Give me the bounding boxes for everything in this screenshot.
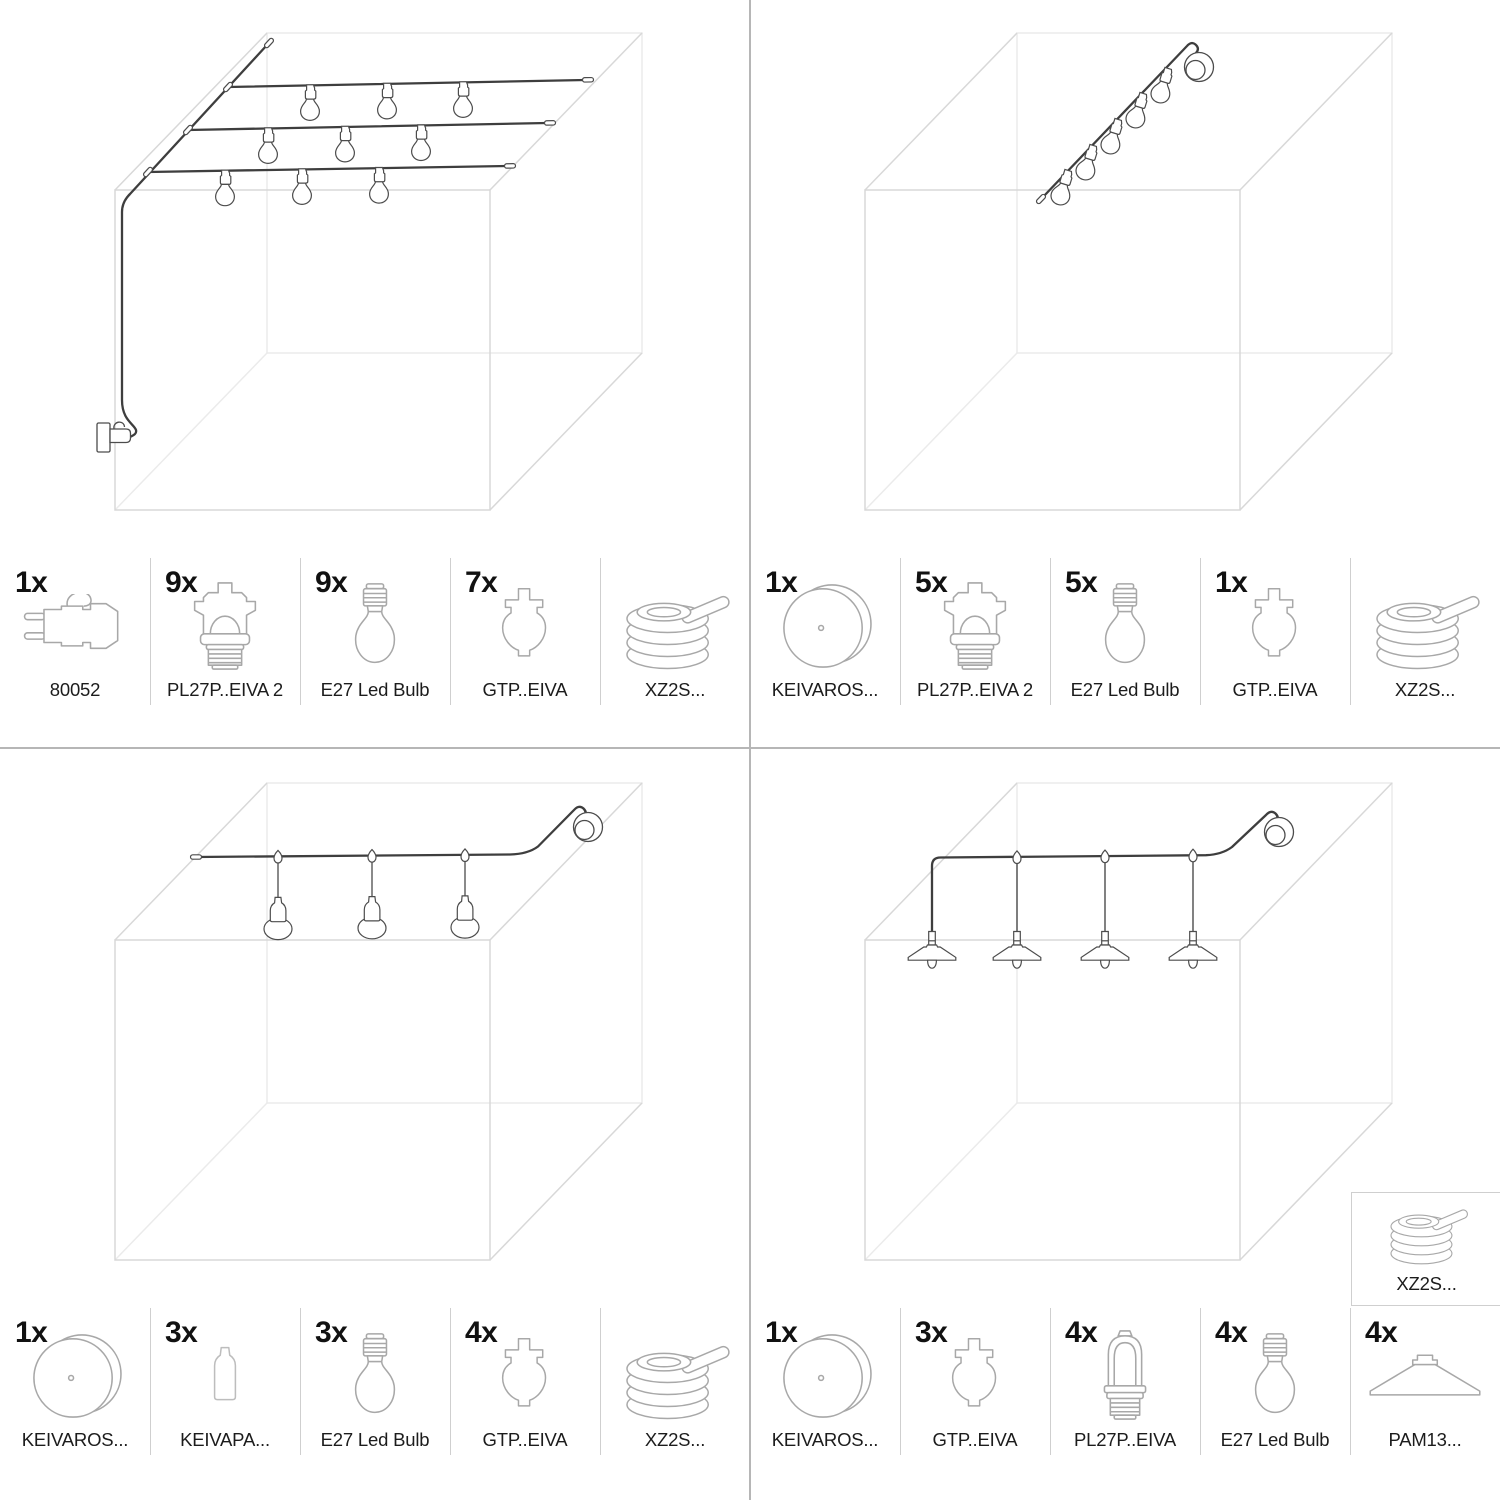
string-bulbs (216, 82, 473, 206)
bottle-socket-icon (150, 1330, 300, 1422)
lamp-holder-icon (150, 580, 300, 672)
part-quantity: 1x (15, 1316, 48, 1349)
part-cell-ceiling-rose (0, 1308, 150, 1498)
bulb-icon (1200, 1330, 1350, 1422)
parts-list-q2 (750, 558, 1500, 748)
part-cell-lamp-holder (150, 558, 300, 748)
ceiling-rose-drawing (1185, 53, 1214, 82)
part-quantity: 3x (165, 1316, 198, 1349)
power-plug-icon (97, 422, 131, 452)
part-cell-ceiling-rose (750, 558, 900, 748)
bulb-icon (300, 580, 450, 672)
extra-part-cell-cable-coil (1351, 1192, 1500, 1306)
ceiling-rose-drawing (1265, 818, 1294, 847)
part-quantity: 3x (915, 1316, 948, 1349)
diagram-diagonal-string (750, 0, 1500, 558)
part-quantity: 3x (315, 1316, 348, 1349)
part-cell-cable-coil (600, 1308, 750, 1498)
part-code-label: GTP..EIVA (482, 679, 568, 700)
shade-pendants (908, 932, 1217, 969)
lamp-holder-icon (900, 580, 1050, 672)
part-cell-bottle-socket (150, 1308, 300, 1498)
part-code-label: E27 Led Bulb (320, 679, 430, 700)
string-bulbs (1049, 66, 1177, 208)
kit-panel-q3 (0, 750, 750, 1500)
lamp-holder-tall-icon (1050, 1330, 1200, 1422)
part-quantity: 1x (1215, 566, 1248, 599)
kit-panel-q1 (0, 0, 750, 750)
part-quantity: 4x (1215, 1316, 1248, 1349)
kit-panel-q2 (750, 0, 1500, 750)
part-cell-cable-coil (600, 558, 750, 748)
part-cell-grommet (900, 1308, 1050, 1498)
parts-list-q1 (0, 558, 750, 748)
cable-coil-icon (600, 1330, 750, 1422)
bulb-icon (300, 1330, 450, 1422)
part-code-label: PL27P..EIVA 2 (166, 679, 284, 700)
room-cube-icon (115, 33, 642, 510)
part-cell-lamp-holder-tall (1050, 1308, 1200, 1498)
part-cell-ceiling-rose (750, 1308, 900, 1498)
part-cell-plug (0, 558, 150, 748)
part-cell-grommet (1200, 558, 1350, 748)
part-cell-lamp-holder (900, 558, 1050, 748)
part-quantity: 5x (915, 566, 948, 599)
plug-icon (0, 580, 150, 672)
part-code-label: E27 Led Bulb (320, 1429, 430, 1450)
part-cell-bulb (1200, 1308, 1350, 1498)
part-code-label: PL27P..EIVA 2 (916, 679, 1034, 700)
string-lights-drawing (932, 812, 1278, 932)
grommet-icon (1200, 580, 1350, 672)
grommet-icon (450, 580, 600, 672)
part-cell-bulb (300, 558, 450, 748)
part-code-label: XZ2S... (644, 679, 706, 700)
part-quantity: 4x (465, 1316, 498, 1349)
grommet-icon (900, 1330, 1050, 1422)
cable-coil-icon (1352, 1195, 1500, 1269)
parts-list-q4 (750, 1308, 1500, 1498)
bulb-icon (1050, 580, 1200, 672)
part-code-label: E27 Led Bulb (1220, 1429, 1330, 1450)
part-quantity: 4x (1065, 1316, 1098, 1349)
part-cell-grommet (450, 1308, 600, 1498)
part-code-label: XZ2S... (1394, 679, 1456, 700)
part-code-label: E27 Led Bulb (1070, 679, 1180, 700)
ceiling-rose-icon (750, 580, 900, 672)
part-code-label: GTP..EIVA (932, 1429, 1018, 1450)
diagram-string-grid-with-plug (0, 0, 750, 558)
room-cube-icon (865, 783, 1392, 1260)
part-quantity: 7x (465, 566, 498, 599)
part-code-label: KEIVAROS... (771, 679, 879, 700)
ceiling-rose-icon (750, 1330, 900, 1422)
parts-list-q3 (0, 1308, 750, 1498)
ceiling-rose-drawing (574, 813, 603, 842)
cable-coil-icon (1350, 580, 1500, 672)
kit-panel-q4 (750, 750, 1500, 1500)
part-quantity: 1x (765, 566, 798, 599)
globe-pendants (264, 849, 479, 940)
wire-end-tip (1036, 194, 1047, 205)
part-quantity: 9x (315, 566, 348, 599)
grommet-icon (450, 1330, 600, 1422)
string-lights-drawing (196, 807, 586, 857)
part-quantity: 1x (765, 1316, 798, 1349)
string-lights-drawing (122, 45, 585, 437)
wire-end-tip (191, 855, 202, 859)
room-cube-icon (865, 33, 1392, 510)
ceiling-rose-icon (0, 1330, 150, 1422)
part-cell-bulb (1050, 558, 1200, 748)
part-code-label: KEIVAROS... (771, 1429, 879, 1450)
part-code-label: XZ2S... (644, 1429, 706, 1450)
part-quantity: 4x (1365, 1316, 1398, 1349)
flat-shade-icon (1350, 1330, 1500, 1422)
diagram-globe-pendants (0, 750, 750, 1308)
part-code-label: GTP..EIVA (1232, 679, 1318, 700)
part-quantity: 9x (165, 566, 198, 599)
cable-coil-icon (600, 580, 750, 672)
part-quantity: 1x (15, 566, 48, 599)
part-cell-cable-coil (1350, 558, 1500, 748)
part-code-label: XZ2S... (1396, 1273, 1457, 1294)
part-code-label: KEIVAPA... (180, 1429, 270, 1450)
part-code-label: 80052 (49, 679, 101, 700)
part-code-label: GTP..EIVA (482, 1429, 568, 1450)
part-cell-bulb (300, 1308, 450, 1498)
part-code-label: PAM13... (1388, 1429, 1462, 1450)
part-cell-flat-shade (1350, 1308, 1500, 1498)
part-code-label: PL27P..EIVA (1073, 1429, 1177, 1450)
part-code-label: KEIVAROS... (21, 1429, 129, 1450)
part-cell-grommet (450, 558, 600, 748)
part-quantity: 5x (1065, 566, 1098, 599)
